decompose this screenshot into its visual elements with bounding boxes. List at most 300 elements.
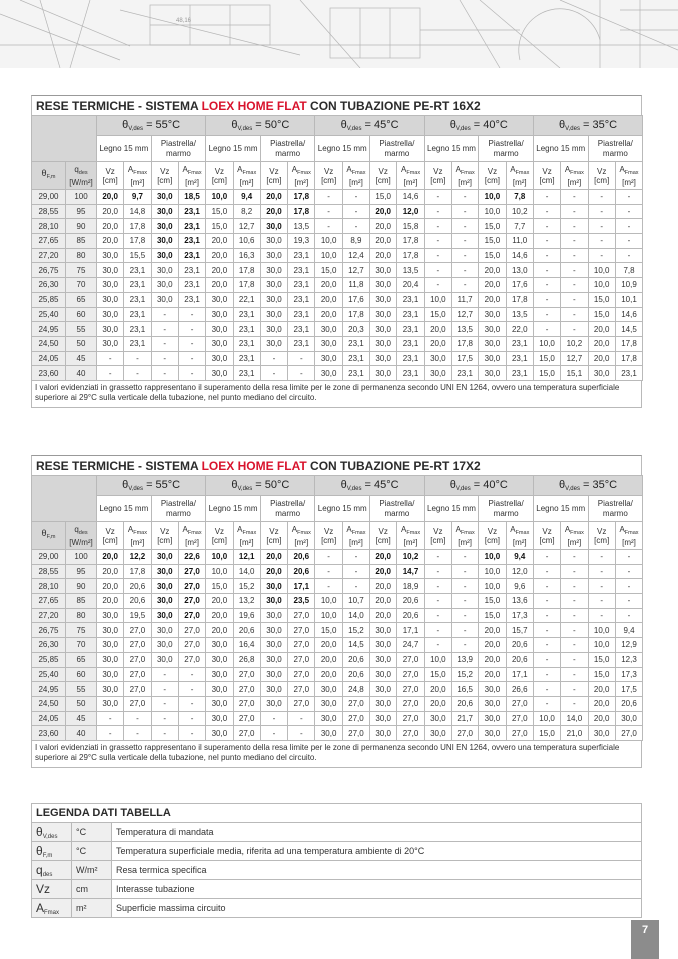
value-cell: 27,0 [124, 696, 151, 711]
value-cell: 15,0 [533, 726, 560, 741]
pipe-spacing-header: Vz [cm] [151, 522, 178, 550]
max-area-header: $A_{Fmax}$ [m²] [506, 522, 533, 550]
value-cell: 13,6 [506, 594, 533, 609]
value-cell: 30,0 [206, 711, 233, 726]
surface-temp-cell: 25,85 [32, 652, 66, 667]
pipe-spacing-header: Vz [cm] [151, 162, 178, 190]
value-cell: 17,5 [452, 351, 479, 366]
value-cell: 14,0 [233, 564, 260, 579]
floor-type-tile: Piastrella/ marmo [588, 136, 643, 162]
specific-yield-header: $q_{des}$ [W/m²] [66, 162, 97, 190]
value-cell: 20,0 [206, 263, 233, 278]
value-cell: - [533, 652, 560, 667]
pipe-spacing-header: Vz [cm] [424, 162, 451, 190]
value-cell: 20,0 [370, 248, 397, 263]
table-row [32, 682, 643, 697]
value-cell: 27,0 [397, 682, 424, 697]
pipe-spacing-header: Vz [cm] [206, 162, 233, 190]
max-area-header: $A_{Fmax}$ [m²] [452, 522, 479, 550]
value-cell: 23,1 [178, 292, 205, 307]
value-cell: 30,0 [206, 292, 233, 307]
legend-description: Superficie massima circuito [112, 899, 642, 918]
value-cell: 17,3 [506, 608, 533, 623]
value-cell: 10,7 [342, 594, 369, 609]
max-area-header: $A_{Fmax}$ [m²] [178, 522, 205, 550]
value-cell: 7,8 [615, 263, 642, 278]
value-cell: 30,0 [151, 579, 178, 594]
value-cell: 30,0 [479, 711, 506, 726]
value-cell: 15,2 [233, 579, 260, 594]
value-cell: - [342, 550, 369, 565]
value-cell: 30,0 [479, 322, 506, 337]
legend-row [32, 861, 642, 880]
legend-symbol: $\theta_{F,m}$ [32, 842, 72, 861]
value-cell: 30,0 [260, 638, 287, 653]
max-area-header: $A_{Fmax}$ [m²] [615, 522, 642, 550]
value-cell: 15,1 [561, 366, 588, 381]
value-cell: 17,1 [506, 667, 533, 682]
value-cell: 10,0 [588, 278, 615, 293]
value-cell: 30,0 [260, 292, 287, 307]
value-cell: - [533, 234, 560, 249]
value-cell: 20,6 [124, 579, 151, 594]
value-cell: 20,0 [315, 638, 342, 653]
value-cell: 12,2 [124, 550, 151, 565]
value-cell: 12,0 [397, 204, 424, 219]
specific-yield-cell: 80 [66, 608, 97, 623]
value-cell: 27,0 [178, 652, 205, 667]
value-cell: 23,1 [178, 248, 205, 263]
value-cell: - [533, 682, 560, 697]
value-cell: 23,1 [288, 322, 315, 337]
value-cell: 17,8 [233, 263, 260, 278]
max-area-header: $A_{Fmax}$ [m²] [561, 162, 588, 190]
value-cell: 30,0 [370, 351, 397, 366]
value-cell: 23,1 [452, 366, 479, 381]
value-cell: 30,0 [315, 682, 342, 697]
legend-unit: m² [72, 899, 112, 918]
value-cell: 15,0 [315, 263, 342, 278]
value-cell: - [151, 667, 178, 682]
value-cell: - [124, 366, 151, 381]
specific-yield-cell: 40 [66, 366, 97, 381]
pipe-spacing-header: Vz [cm] [588, 162, 615, 190]
value-cell: 10,0 [479, 204, 506, 219]
value-cell: 30,0 [97, 682, 124, 697]
table-row [32, 594, 643, 609]
value-cell: 20,6 [397, 608, 424, 623]
value-cell: 30,0 [260, 322, 287, 337]
value-cell: - [533, 248, 560, 263]
floor-type-wood: Legno 15 mm [315, 496, 370, 522]
value-cell: 10,2 [397, 550, 424, 565]
surface-temp-header: $\theta_{F,m}$ [32, 162, 66, 190]
value-cell: - [561, 204, 588, 219]
value-cell: 20,0 [370, 564, 397, 579]
value-cell: 20,0 [97, 219, 124, 234]
value-cell: - [615, 564, 642, 579]
value-cell: 24,8 [342, 682, 369, 697]
value-cell: 30,0 [370, 263, 397, 278]
value-cell: - [424, 278, 451, 293]
value-cell: 23,1 [615, 366, 642, 381]
surface-temp-cell: 29,00 [32, 550, 66, 565]
table-row [32, 219, 643, 234]
value-cell: 17,8 [452, 336, 479, 351]
value-cell: 30,0 [97, 292, 124, 307]
value-cell: 17,8 [506, 292, 533, 307]
value-cell: - [424, 564, 451, 579]
value-cell: 20,6 [615, 696, 642, 711]
floor-type-wood: Legno 15 mm [533, 496, 588, 522]
value-cell: 30,0 [260, 696, 287, 711]
table-row [32, 322, 643, 337]
value-cell: 20,0 [260, 564, 287, 579]
value-cell: 30,0 [97, 608, 124, 623]
value-cell: - [533, 292, 560, 307]
value-cell: 23,1 [397, 307, 424, 322]
value-cell: 30,0 [97, 652, 124, 667]
value-cell: 16,4 [233, 638, 260, 653]
surface-temp-cell: 28,55 [32, 204, 66, 219]
pipe-spacing-header: Vz [cm] [424, 522, 451, 550]
specific-yield-cell: 80 [66, 248, 97, 263]
supply-temp-header: $\theta_{V,des} = 40^\circ C$ [424, 116, 533, 136]
value-cell: 23,1 [397, 292, 424, 307]
specific-yield-cell: 65 [66, 292, 97, 307]
value-cell: 22,0 [506, 322, 533, 337]
value-cell: 30,0 [479, 351, 506, 366]
max-area-header: $A_{Fmax}$ [m²] [124, 522, 151, 550]
specific-yield-cell: 95 [66, 204, 97, 219]
max-area-header: $A_{Fmax}$ [m²] [397, 522, 424, 550]
value-cell: 20,6 [397, 594, 424, 609]
floor-type-tile: Piastrella/ marmo [151, 496, 206, 522]
value-cell: - [561, 248, 588, 263]
value-cell: 10,0 [588, 263, 615, 278]
value-cell: 18,9 [397, 579, 424, 594]
table-row [32, 608, 643, 623]
value-cell: - [615, 550, 642, 565]
value-cell: 20,0 [315, 292, 342, 307]
value-cell: 9,4 [615, 623, 642, 638]
value-cell: 14,0 [342, 608, 369, 623]
value-cell: 20,6 [288, 550, 315, 565]
value-cell: 27,0 [615, 726, 642, 741]
pipe-spacing-header: Vz [cm] [315, 522, 342, 550]
legend-row [32, 823, 642, 842]
value-cell: 30,0 [479, 336, 506, 351]
value-cell: 20,0 [97, 564, 124, 579]
value-cell: - [561, 638, 588, 653]
value-cell: 15,0 [479, 608, 506, 623]
value-cell: - [615, 608, 642, 623]
value-cell: 15,7 [506, 623, 533, 638]
value-cell: - [97, 711, 124, 726]
value-cell: 23,1 [342, 336, 369, 351]
value-cell: 20,6 [124, 594, 151, 609]
value-cell: 10,0 [206, 550, 233, 565]
corner-cell [32, 116, 97, 162]
floor-type-wood: Legno 15 mm [206, 496, 261, 522]
value-cell: - [315, 204, 342, 219]
value-cell: 10,0 [479, 190, 506, 205]
value-cell: 30,0 [260, 336, 287, 351]
value-cell: - [533, 623, 560, 638]
value-cell: 12,3 [615, 652, 642, 667]
value-cell: - [178, 726, 205, 741]
value-cell: - [452, 234, 479, 249]
max-area-header: $A_{Fmax}$ [m²] [288, 522, 315, 550]
value-cell: 16,3 [233, 248, 260, 263]
value-cell: 10,0 [424, 292, 451, 307]
value-cell: 20,0 [370, 550, 397, 565]
value-cell: - [315, 564, 342, 579]
value-cell: 20,0 [97, 594, 124, 609]
value-cell: 12,4 [342, 248, 369, 263]
value-cell: 20,0 [206, 594, 233, 609]
value-cell: 19,5 [124, 608, 151, 623]
value-cell: 15,0 [315, 623, 342, 638]
pipe-spacing-header: Vz [cm] [479, 522, 506, 550]
value-cell: 30,0 [151, 278, 178, 293]
value-cell: 20,4 [397, 278, 424, 293]
surface-temp-cell: 24,50 [32, 696, 66, 711]
value-cell: - [452, 278, 479, 293]
value-cell: - [561, 190, 588, 205]
section-title: RESE TERMICHE - SISTEMA LOEX HOME FLAT CON TUBAZIONE PE-RT 17X2 [31, 455, 642, 475]
value-cell: 20,0 [370, 608, 397, 623]
value-cell: 30,0 [206, 322, 233, 337]
value-cell: 10,0 [588, 638, 615, 653]
value-cell: 20,0 [588, 682, 615, 697]
header-drawing-image [0, 0, 678, 68]
value-cell: 20,0 [370, 204, 397, 219]
value-cell: - [615, 204, 642, 219]
value-cell: - [178, 696, 205, 711]
legend-row [32, 899, 642, 918]
value-cell: - [561, 579, 588, 594]
value-cell: - [342, 190, 369, 205]
value-cell: 27,0 [506, 696, 533, 711]
value-cell: - [151, 336, 178, 351]
table-row [32, 711, 643, 726]
surface-temp-cell: 24,95 [32, 322, 66, 337]
value-cell: 27,0 [124, 652, 151, 667]
max-area-header: $A_{Fmax}$ [m²] [288, 162, 315, 190]
floor-type-tile: Piastrella/ marmo [588, 496, 643, 522]
value-cell: - [533, 204, 560, 219]
value-cell: 12,7 [233, 219, 260, 234]
value-cell: 30,0 [151, 263, 178, 278]
value-cell: 27,0 [397, 652, 424, 667]
value-cell: 10,0 [588, 623, 615, 638]
value-cell: 30,0 [315, 322, 342, 337]
value-cell: 15,0 [206, 579, 233, 594]
value-cell: - [588, 579, 615, 594]
value-cell: - [424, 190, 451, 205]
surface-temp-header: $\theta_{F,m}$ [32, 522, 66, 550]
value-cell: - [561, 564, 588, 579]
value-cell: - [315, 550, 342, 565]
value-cell: - [533, 638, 560, 653]
value-cell: 7,8 [506, 190, 533, 205]
value-cell: - [588, 594, 615, 609]
value-cell: 23,1 [288, 278, 315, 293]
value-cell: 13,5 [288, 219, 315, 234]
value-cell: 27,0 [233, 696, 260, 711]
value-cell: 17,8 [233, 278, 260, 293]
value-cell: 27,0 [124, 682, 151, 697]
value-cell: - [452, 248, 479, 263]
value-cell: 17,1 [288, 579, 315, 594]
value-cell: - [452, 204, 479, 219]
value-cell: - [288, 726, 315, 741]
thermal-yield-table [31, 475, 643, 741]
legend-description: Resa termica specifica [112, 861, 642, 880]
table-row [32, 550, 643, 565]
specific-yield-cell: 70 [66, 278, 97, 293]
value-cell: - [533, 263, 560, 278]
value-cell: 30,0 [370, 638, 397, 653]
value-cell: 30,0 [260, 219, 287, 234]
value-cell: - [452, 564, 479, 579]
value-cell: 20,0 [97, 579, 124, 594]
value-cell: - [151, 726, 178, 741]
surface-temp-cell: 28,10 [32, 219, 66, 234]
value-cell: 30,0 [206, 667, 233, 682]
value-cell: 27,0 [397, 696, 424, 711]
value-cell: 13,5 [452, 322, 479, 337]
value-cell: 13,5 [506, 307, 533, 322]
value-cell: 30,0 [260, 263, 287, 278]
value-cell: 17,8 [124, 219, 151, 234]
value-cell: 17,8 [288, 204, 315, 219]
value-cell: - [533, 579, 560, 594]
legend-symbol: $q_{des}$ [32, 861, 72, 880]
surface-temp-cell: 25,40 [32, 667, 66, 682]
max-area-header: $A_{Fmax}$ [m²] [233, 522, 260, 550]
value-cell: 14,7 [397, 564, 424, 579]
value-cell: - [561, 682, 588, 697]
max-area-header: $A_{Fmax}$ [m²] [178, 162, 205, 190]
value-cell: - [533, 307, 560, 322]
value-cell: 23,1 [506, 336, 533, 351]
specific-yield-cell: 90 [66, 219, 97, 234]
surface-temp-cell: 26,30 [32, 638, 66, 653]
surface-temp-cell: 25,85 [32, 292, 66, 307]
value-cell: 17,5 [615, 682, 642, 697]
value-cell: 27,0 [288, 638, 315, 653]
pipe-spacing-header: Vz [cm] [588, 522, 615, 550]
value-cell: - [615, 579, 642, 594]
surface-temp-cell: 27,65 [32, 234, 66, 249]
value-cell: 30,0 [151, 204, 178, 219]
surface-temp-cell: 23,60 [32, 726, 66, 741]
value-cell: 27,0 [397, 667, 424, 682]
value-cell: 27,0 [124, 667, 151, 682]
pipe-spacing-header: Vz [cm] [315, 162, 342, 190]
value-cell: - [561, 667, 588, 682]
floor-type-tile: Piastrella/ marmo [370, 136, 425, 162]
supply-temp-header: $\theta_{V,des} = 35^\circ C$ [533, 116, 642, 136]
value-cell: 30,0 [588, 726, 615, 741]
value-cell: 30,0 [97, 307, 124, 322]
specific-yield-cell: 75 [66, 263, 97, 278]
legend-symbol: $A_{Fmax}$ [32, 899, 72, 918]
value-cell: 15,5 [124, 248, 151, 263]
value-cell: 30,0 [260, 667, 287, 682]
value-cell: 23,5 [288, 594, 315, 609]
value-cell: 11,8 [342, 278, 369, 293]
value-cell: 27,0 [178, 579, 205, 594]
value-cell: 30,0 [151, 652, 178, 667]
value-cell: - [424, 579, 451, 594]
value-cell: 30,0 [315, 336, 342, 351]
surface-temp-cell: 28,10 [32, 579, 66, 594]
value-cell: 30,0 [206, 726, 233, 741]
value-cell: - [124, 726, 151, 741]
value-cell: 10,2 [506, 204, 533, 219]
surface-temp-cell: 25,40 [32, 307, 66, 322]
value-cell: 30,0 [206, 307, 233, 322]
value-cell: 17,8 [615, 351, 642, 366]
value-cell: 18,5 [178, 190, 205, 205]
table-row [32, 234, 643, 249]
specific-yield-cell: 50 [66, 696, 97, 711]
value-cell: - [124, 351, 151, 366]
table-row [32, 623, 643, 638]
value-cell: 11,0 [506, 234, 533, 249]
floor-type-wood: Legno 15 mm [533, 136, 588, 162]
value-cell: 20,0 [260, 190, 287, 205]
value-cell: 20,6 [288, 564, 315, 579]
value-cell: 23,1 [233, 322, 260, 337]
value-cell: - [561, 696, 588, 711]
value-cell: 27,0 [342, 711, 369, 726]
value-cell: 30,0 [424, 366, 451, 381]
value-cell: 20,0 [479, 623, 506, 638]
value-cell: 15,0 [206, 219, 233, 234]
value-cell: 20,0 [588, 696, 615, 711]
value-cell: 20,0 [588, 351, 615, 366]
value-cell: - [615, 594, 642, 609]
pipe-spacing-header: Vz [cm] [533, 162, 560, 190]
value-cell: 15,0 [588, 292, 615, 307]
value-cell: 30,0 [206, 638, 233, 653]
value-cell: 30,0 [151, 234, 178, 249]
value-cell: - [424, 550, 451, 565]
value-cell: - [561, 594, 588, 609]
value-cell: 27,0 [178, 594, 205, 609]
value-cell: - [151, 322, 178, 337]
supply-temp-header: $\theta_{V,des} = 45^\circ C$ [315, 116, 424, 136]
value-cell: 14,5 [615, 322, 642, 337]
surface-temp-cell: 24,95 [32, 682, 66, 697]
pipe-spacing-header: Vz [cm] [260, 162, 287, 190]
pipe-spacing-header: Vz [cm] [97, 162, 124, 190]
value-cell: 10,0 [533, 711, 560, 726]
value-cell: 30,0 [97, 638, 124, 653]
value-cell: 30,0 [151, 638, 178, 653]
value-cell: 27,0 [288, 667, 315, 682]
specific-yield-cell: 50 [66, 336, 97, 351]
value-cell: 30,0 [260, 652, 287, 667]
supply-temp-header: $\theta_{V,des} = 40^\circ C$ [424, 476, 533, 496]
value-cell: 23,1 [397, 366, 424, 381]
value-cell: 30,0 [315, 711, 342, 726]
value-cell: 23,1 [178, 234, 205, 249]
